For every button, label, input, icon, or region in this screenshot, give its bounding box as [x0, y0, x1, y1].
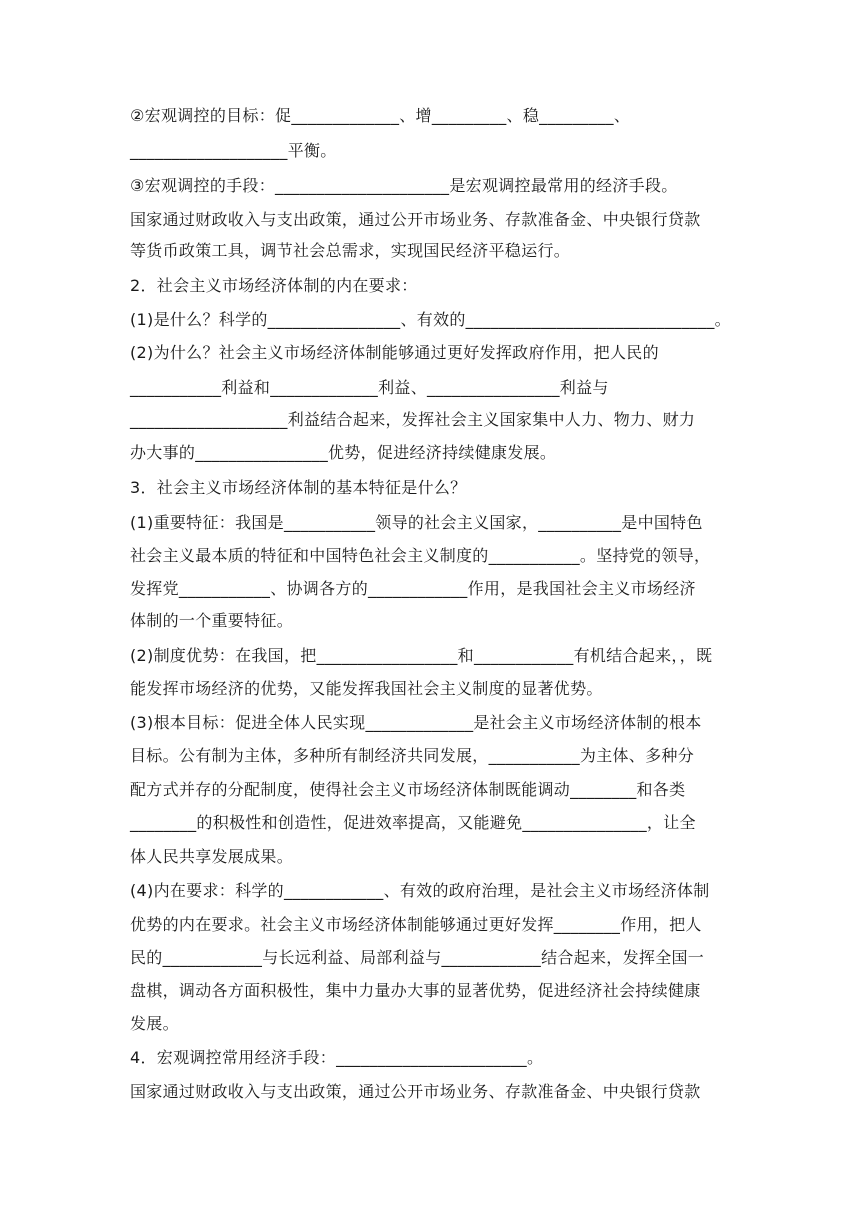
- text-line: 办大事的________________优势，促进经济持续健康发展。: [130, 443, 557, 462]
- text-line: (1)重要特征：我国是___________领导的社会主义国家，__________是中国特色: [130, 513, 703, 532]
- text-line: 优势的内在要求。社会主义市场经济体制能够通过更好发挥________作用，把人: [130, 915, 702, 934]
- text-line: 国家通过财政收入与支出政策，通过公开市场业务、存款准备金、中央银行贷款: [130, 210, 701, 229]
- text-line: (2)制度优势：在我国，把_________________和____________有机结合起来，，既: [130, 646, 713, 665]
- text-line: (4)内在要求：科学的____________、有效的政府治理，是社会主义市场经济体制: [130, 881, 710, 900]
- text-line: 2．社会主义市场经济体制的内在要求：: [130, 276, 418, 295]
- text-line: 社会主义最本质的特征和中国特色社会主义制度的___________。坚持党的领导，: [130, 546, 711, 565]
- text-line: 3．社会主义市场经济体制的基本特征是什么？: [130, 478, 467, 497]
- text-line: 盘棋，调动各方面积极性，集中力量办大事的显著优势，促进经济社会持续健康: [130, 981, 701, 1000]
- text-line: 能发挥市场经济的优势，又能发挥我国社会主义制度的显著优势。: [130, 679, 603, 698]
- text-line: ___________________利益结合起来，发挥社会主义国家集中人力、物力、财力: [130, 410, 696, 429]
- text-line: ___________利益和_____________利益、________________利益与: [130, 378, 609, 397]
- text-line: 配方式并存的分配制度，使得社会主义市场经济体制既能调动________和各类: [130, 780, 686, 799]
- text-line: (3)根本目标：促进全体人民实现_____________是社会主义市场经济体制的根本: [130, 713, 702, 732]
- text-line: 等货币政策工具，调节社会总需求，实现国民经济平稳运行。: [130, 241, 571, 260]
- text-line: 体制的一个重要特征。: [130, 611, 294, 630]
- text-line: (2)为什么？社会主义市场经济体制能够通过更好发挥政府作用，把人民的: [130, 343, 659, 362]
- text-line: ___________________平衡。: [130, 141, 337, 160]
- text-line: ②宏观调控的目标：促_____________、增_________、稳_________、: [130, 106, 631, 125]
- text-line: 目标。公有制为主体，多种所有制经济共同发展，___________为主体、多种分: [130, 746, 695, 765]
- text-line: 体人民共享发展成果。: [130, 847, 294, 866]
- text-line: 发展。: [130, 1014, 179, 1033]
- text-line: ________的积极性和创造性，促进效率提高，又能避免_______________，让全: [130, 813, 696, 832]
- text-line: 国家通过财政收入与支出政策，通过公开市场业务、存款准备金、中央银行贷款: [130, 1082, 701, 1101]
- text-line: 民的____________与长远利益、局部利益与____________结合起来，发挥全国一: [130, 948, 705, 967]
- text-line: ③宏观调控的手段：_____________________是宏观调控最常用的经济手段。: [130, 176, 678, 195]
- text-line: 发挥党___________、协调各方的____________作用，是我国社会主义市场经济: [130, 579, 696, 598]
- text-line: 4．宏观调控常用经济手段：_______________________。: [130, 1048, 544, 1067]
- text-line: (1)是什么？科学的________________、有效的______________________________。: [130, 310, 731, 329]
